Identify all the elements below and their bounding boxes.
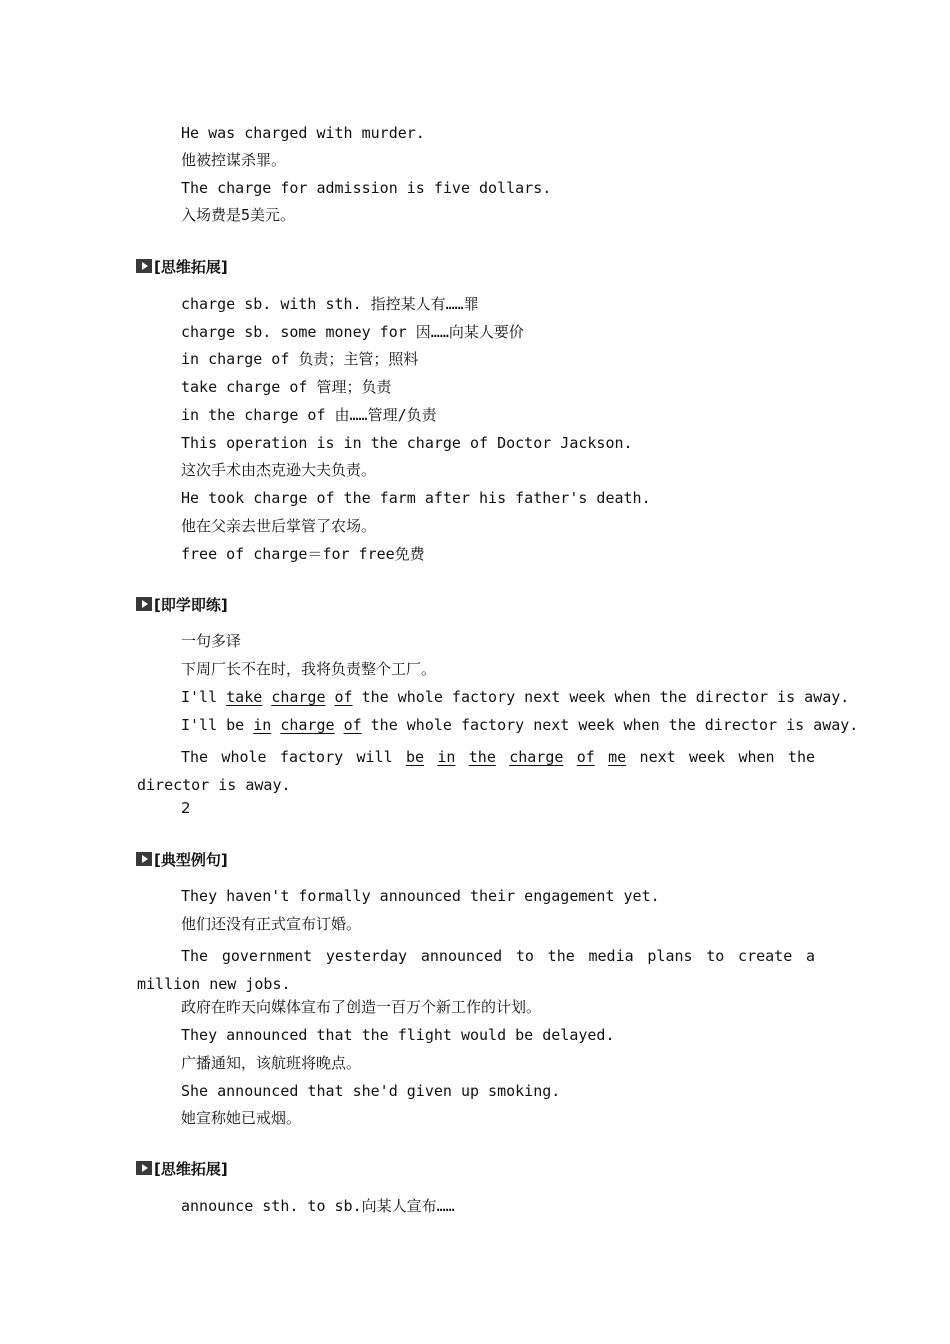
- answer-blank: be: [405, 748, 425, 766]
- play-triangle-icon: [136, 1161, 152, 1175]
- example-sentence-en: They announced that the flight would be delayed.: [181, 1026, 615, 1044]
- example-sentence-zh: 广播通知，该航班将晚点。: [181, 1054, 362, 1072]
- answer-blank: of: [576, 748, 595, 766]
- phrase-line: charge sb. with sth. 指控某人有……罪: [181, 295, 479, 313]
- answer-blank: charge: [271, 688, 326, 706]
- section-title: [思维拓展]: [154, 258, 228, 276]
- section-heading-typical-examples: [136, 850, 228, 870]
- example-sentence-en: She announced that she'd given up smoking.: [181, 1082, 561, 1100]
- section-heading-thinking-expansion: [136, 1159, 228, 1179]
- phrase-line: take charge of 管理；负责: [181, 378, 392, 396]
- example-sentence-en: The charge for admission is five dollars.: [181, 179, 552, 197]
- example-sentence-zh: 入场费是5美元。: [181, 206, 296, 224]
- example-sentence-zh: 他在父亲去世后掌管了农场。: [181, 517, 377, 535]
- section-heading-thinking-expansion: [136, 257, 228, 277]
- play-triangle-icon: [136, 259, 152, 273]
- answer-blank: charge: [280, 716, 335, 734]
- play-triangle-icon: [136, 597, 152, 611]
- phrase-line: announce sth. to sb.向某人宣布……: [181, 1197, 455, 1215]
- example-sentence-zh: 她宣称她已戒烟。: [181, 1109, 302, 1127]
- phrase-line: free of charge＝for free免费: [181, 545, 425, 563]
- answer-blank: the: [468, 748, 496, 766]
- phrase-line: in the charge of 由……管理/负责: [181, 406, 437, 424]
- example-sentence-en: This operation is in the charge of Doctor Jackson.: [181, 434, 633, 452]
- answer-blank: me: [608, 748, 627, 766]
- translation-answer-2: I'll be in charge of the whole factory next week when the director is away.: [181, 716, 859, 734]
- example-sentence-zh: 他被控谋杀罪。: [181, 151, 287, 169]
- page-number: 2: [181, 799, 191, 817]
- play-triangle-icon: [136, 852, 152, 866]
- answer-blank: take: [226, 688, 263, 706]
- phrase-line: in charge of 负责；主管；照料: [181, 350, 419, 368]
- section-title: [典型例句]: [154, 851, 228, 869]
- answer-blank: of: [334, 688, 353, 706]
- translation-answer-1: I'll take charge of the whole factory next week when the director is away.: [181, 688, 850, 706]
- exercise-prompt-zh: 下周厂长不在时，我将负责整个工厂。: [181, 660, 437, 678]
- example-sentence-en: They haven't formally announced their engagement yet.: [181, 887, 660, 905]
- example-sentence-en: He took charge of the farm after his father's death.: [181, 489, 651, 507]
- section-heading-practice: [136, 595, 228, 615]
- example-sentence-zh: 政府在昨天向媒体宣布了创造一百万个新工作的计划。: [181, 998, 542, 1016]
- example-sentence-zh: 这次手术由杰克逊大夫负责。: [181, 461, 377, 479]
- exercise-label: 一句多译: [181, 632, 242, 650]
- translation-answer-3: The whole factory will be in the charge of me next week when the director is away.: [137, 748, 816, 794]
- example-sentence-zh: 他们还没有正式宣布订婚。: [181, 915, 362, 933]
- section-title: [思维拓展]: [154, 1160, 228, 1178]
- answer-blank: charge: [509, 748, 564, 766]
- answer-blank: in: [253, 716, 272, 734]
- example-sentence-en: The government yesterday announced to the media plans to create a million new jobs.: [137, 947, 815, 993]
- answer-blank: in: [437, 748, 456, 766]
- section-title: [即学即练]: [154, 596, 228, 614]
- answer-blank: of: [343, 716, 362, 734]
- phrase-line: charge sb. some money for 因……向某人要价: [181, 323, 524, 341]
- example-sentence-en: He was charged with murder.: [181, 124, 425, 142]
